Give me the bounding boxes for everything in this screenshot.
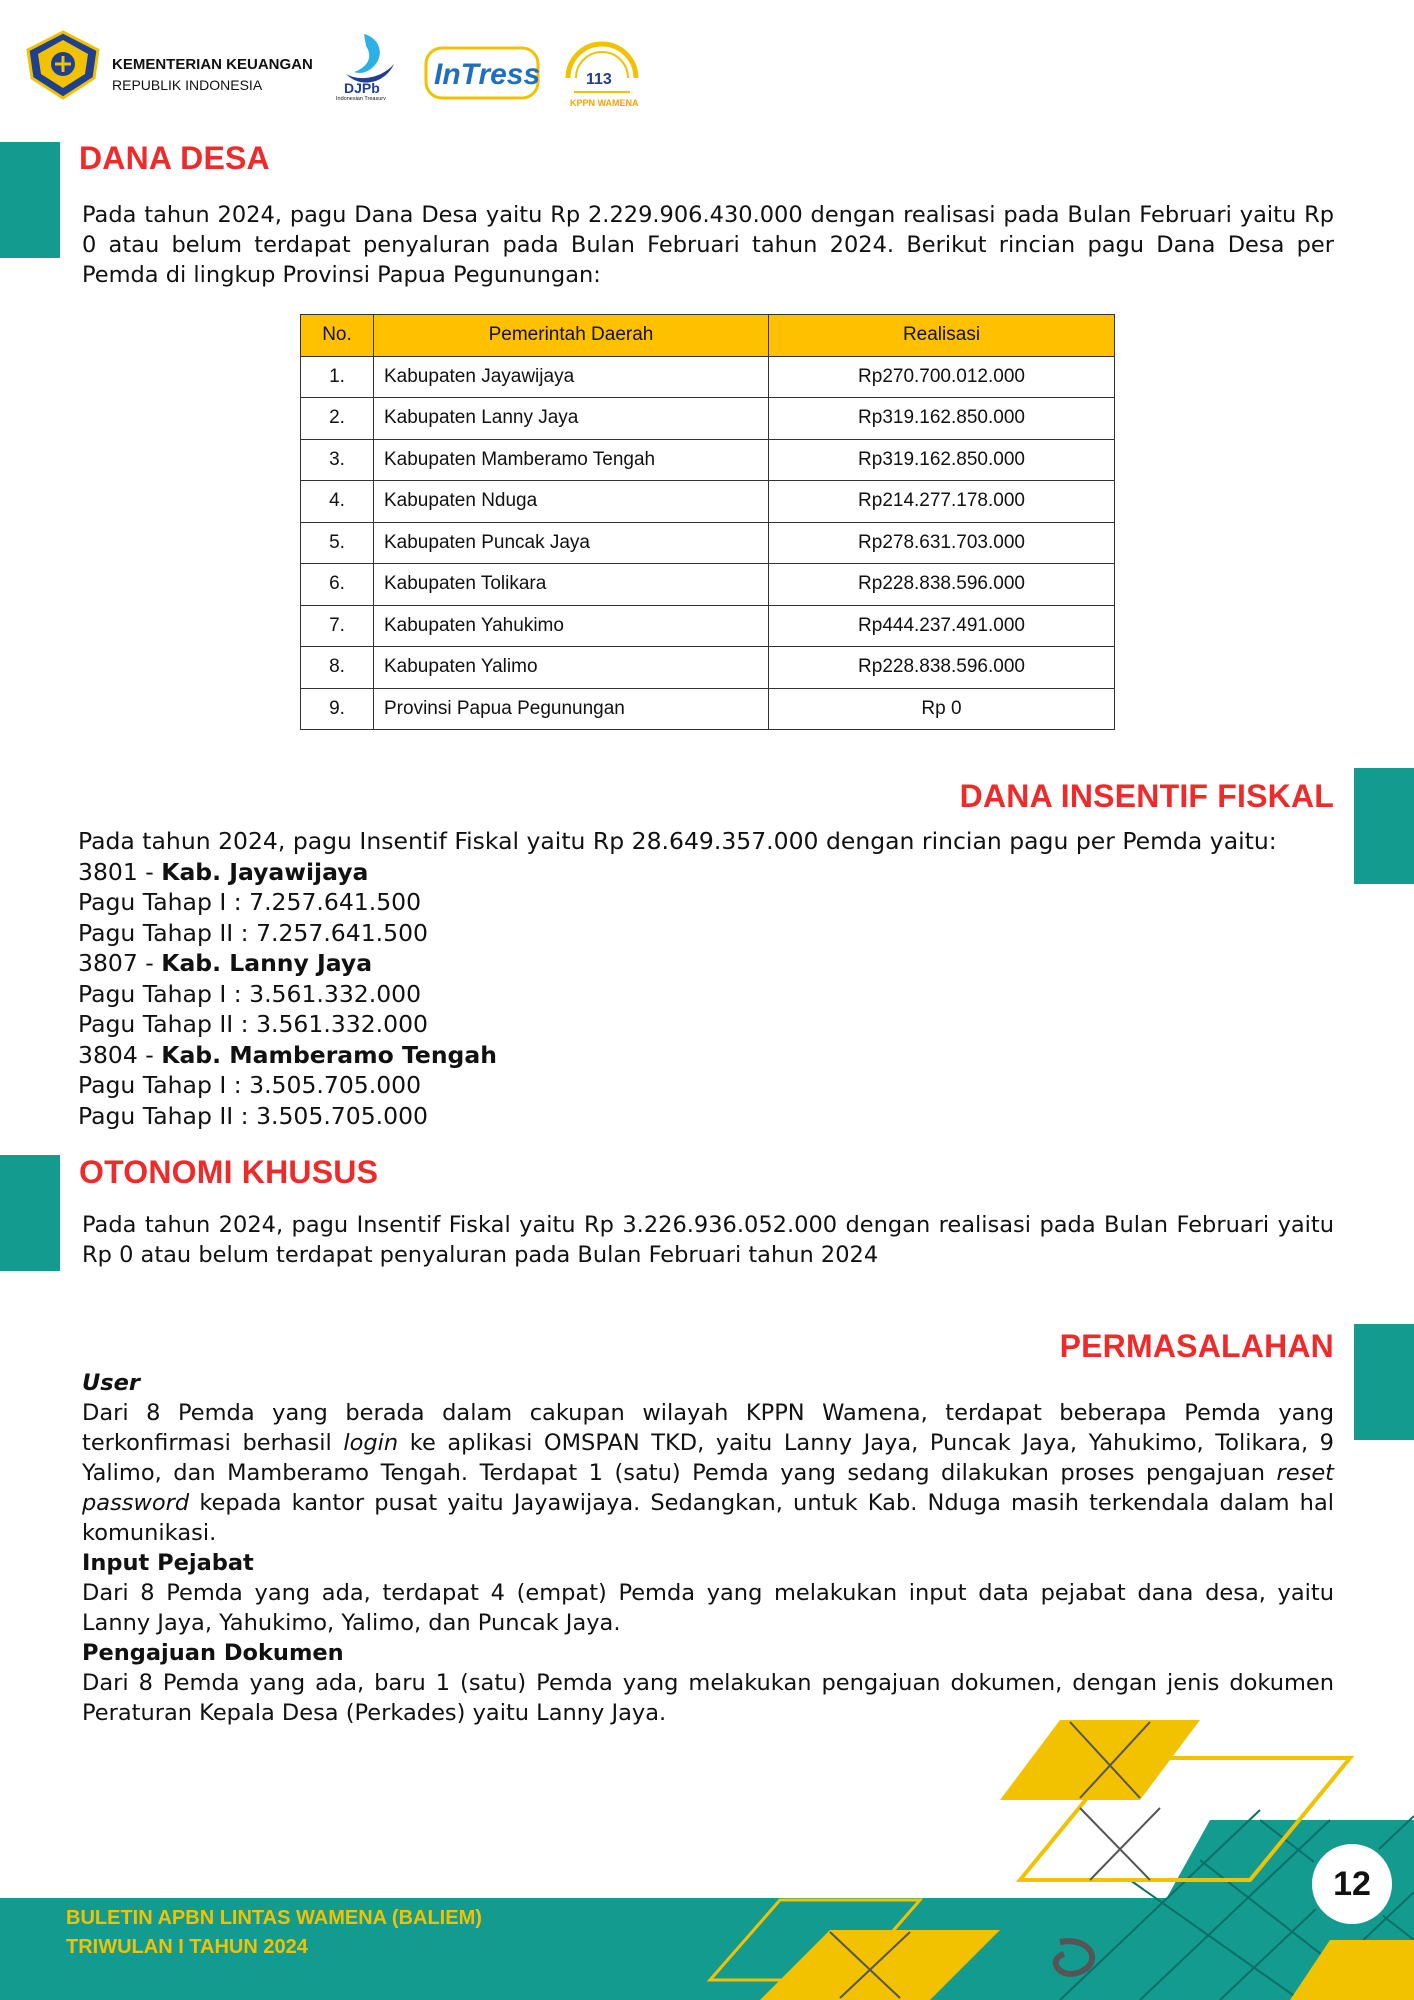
table-cell-no: 3. [301, 439, 374, 481]
insentif-tahap2: Pagu Tahap II : 7.257.641.500 [78, 918, 428, 947]
insentif-tahap2: Pagu Tahap II : 3.561.332.000 [78, 1010, 428, 1038]
table-row [301, 439, 1115, 481]
dana-desa-table [300, 314, 1115, 730]
table-cell-daerah: Kabupaten Yahukimo [374, 605, 769, 647]
section-tab-dana-insentif [1354, 768, 1414, 884]
section-tab-permasalahan [1354, 1324, 1414, 1440]
table-cell-no: 8. [301, 647, 374, 689]
table-row [301, 356, 1115, 398]
table-cell-daerah: Kabupaten Mamberamo Tengah [374, 439, 769, 481]
insentif-code: 3807 - [78, 949, 162, 977]
section-tab-otonomi [0, 1155, 60, 1271]
insentif-code: 3804 - [78, 1040, 162, 1069]
pengajuan-dokumen-heading: Pengajuan Dokumen [82, 1640, 344, 1666]
table-cell-daerah: Provinsi Papua Pegunungan [374, 688, 769, 730]
pengajuan-dokumen-paragraph: Dari 8 Pemda yang ada, baru 1 (satu) Pemda yang melakukan pengajuan dokumen, dengan jenis dokumen Peraturan Kepala Desa (Perkades) yaitu Lanny Jaya. [82, 1670, 1334, 1726]
djpb-logo-sublabel: Indonesian Treasury [336, 96, 386, 100]
otonomi-khusus-paragraph: Pada tahun 2024, pagu Insentif Fiskal yaitu Rp 3.226.936.052.000 dengan realisasi pada Bulan Februari yaitu Rp 0 atau belum terdapat penyaluran pada Bulan Februari tahun 2024 [82, 1212, 1334, 1268]
table-cell-no: 2. [301, 398, 374, 440]
insentif-kab-name: Kab. Lanny Jaya [161, 949, 373, 977]
table-cell-realisasi: Rp 0 [769, 688, 1115, 730]
table-cell-realisasi: Rp214.277.178.000 [769, 481, 1115, 523]
input-pejabat-heading: Input Pejabat [82, 1550, 254, 1576]
dana-desa-title: DANA DESA [79, 140, 270, 176]
page-number: 12 [1308, 1840, 1396, 1928]
table-header-row [301, 315, 1115, 357]
footer-line1: BULETIN APBN LINTAS WAMENA (BALIEM) [66, 1907, 482, 1929]
kppn-113-label: KPPN WAMENA [570, 98, 639, 108]
table-cell-daerah: Kabupaten Jayawijaya [374, 356, 769, 398]
dana-insentif-title: DANA INSENTIF FISKAL [959, 778, 1334, 814]
table-cell-daerah: Kabupaten Tolikara [374, 564, 769, 606]
insentif-tahap1: Pagu Tahap I : 3.505.705.000 [78, 1071, 422, 1099]
insentif-tahap2: Pagu Tahap II : 3.505.705.000 [78, 1101, 428, 1130]
table-cell-no: 4. [301, 481, 374, 523]
table-row [301, 398, 1115, 440]
user-text-reset: reset password [82, 1460, 1334, 1516]
insentif-tahap1: Pagu Tahap I : 3.561.332.000 [78, 979, 422, 1008]
table-cell-no: 5. [301, 522, 374, 564]
table-cell-daerah: Kabupaten Lanny Jaya [374, 398, 769, 440]
ministry-line1: KEMENTERIAN KEUANGAN [112, 56, 313, 73]
table-cell-realisasi: Rp319.162.850.000 [769, 439, 1115, 481]
table-cell-realisasi: Rp278.631.703.000 [769, 522, 1115, 564]
table-cell-no: 7. [301, 605, 374, 647]
kemenkeu-emblem-icon [24, 30, 102, 100]
table-cell-no: 6. [301, 564, 374, 606]
table-header-realisasi: Realisasi [769, 315, 1115, 357]
table-row [301, 688, 1115, 730]
intress-logo-label: InTress [434, 58, 540, 91]
table-header-daerah: Pemerintah Daerah [374, 315, 769, 357]
footer-line2: TRIWULAN I TAHUN 2024 [66, 1936, 308, 1958]
table-cell-realisasi: Rp270.700.012.000 [769, 356, 1115, 398]
permasalahan-title: PERMASALAHAN [1059, 1328, 1334, 1364]
insentif-kab-name: Kab. Mamberamo Tengah [161, 1040, 497, 1069]
permasalahan-body [82, 1368, 1334, 1728]
table-row [301, 564, 1115, 606]
insentif-tahap1: Pagu Tahap I : 7.257.641.500 [78, 888, 422, 916]
table-row [301, 647, 1115, 689]
table-row [301, 522, 1115, 564]
user-paragraph [82, 1398, 1334, 1548]
dana-insentif-intro: Pada tahun 2024, pagu Insentif Fiskal yaitu Rp 28.649.357.000 dengan rincian pagu per Pemda yaitu: [78, 827, 1277, 855]
dana-desa-paragraph: Pada tahun 2024, pagu Dana Desa yaitu Rp 2.229.906.430.000 dengan realisasi pada Bulan Februari yaitu Rp 0 atau belum terdapat penyaluran pada Bulan Februari tahun 2024. Berikut rincian pagu Dana Desa per Pemda di lingkup Provinsi Papua Pegunungan: [82, 202, 1334, 288]
otonomi-khusus-title: OTONOMI KHUSUS [79, 1154, 379, 1190]
user-text-login: login [343, 1430, 399, 1456]
insentif-code: 3801 - [78, 857, 162, 886]
table-cell-realisasi: Rp444.237.491.000 [769, 605, 1115, 647]
table-cell-no: 9. [301, 688, 374, 730]
table-cell-realisasi: Rp319.162.850.000 [769, 398, 1115, 440]
kppn-113-number: 113 [586, 71, 612, 88]
insentif-entry [78, 948, 1358, 979]
table-cell-no: 1. [301, 356, 374, 398]
user-text-2: ke aplikasi OMSPAN TKD, yaitu Lanny Jaya, Puncak Jaya, Yahukimo, Tolikara, 9 Yalimo, dan Mamberamo Tengah. Terdapat 1 (satu) Pemda yang sedang dilakukan proses pengajuan [82, 1430, 1334, 1486]
table-cell-realisasi: Rp228.838.596.000 [769, 647, 1115, 689]
table-cell-daerah: Kabupaten Yalimo [374, 647, 769, 689]
ministry-line2: REPUBLIK INDONESIA [112, 77, 263, 93]
footer-title [66, 1904, 482, 1962]
intress-logo-icon [424, 46, 540, 100]
user-text-1: Dari 8 Pemda yang berada dalam cakupan wilayah KPPN Wamena, terdapat beberapa Pemda yang terkonfirmasi berhasil [82, 1400, 1334, 1456]
table-cell-daerah: Kabupaten Nduga [374, 481, 769, 523]
table-cell-daerah: Kabupaten Puncak Jaya [374, 522, 769, 564]
table-cell-realisasi: Rp228.838.596.000 [769, 564, 1115, 606]
djpb-logo-label: DJPb [344, 80, 380, 96]
table-row [301, 481, 1115, 523]
input-pejabat-paragraph: Dari 8 Pemda yang ada, terdapat 4 (empat) Pemda yang melakukan input data pejabat dana desa, yaitu Lanny Jaya, Yahukimo, Yalimo, dan Puncak Jaya. [82, 1580, 1334, 1636]
table-header-no: No. [301, 315, 374, 357]
ministry-name [112, 55, 313, 95]
djpb-logo-icon [336, 30, 406, 100]
user-heading: User [82, 1370, 141, 1396]
insentif-kab-name: Kab. Jayawijaya [161, 857, 369, 886]
section-tab-dana-desa [0, 142, 60, 258]
dana-insentif-body [78, 826, 1358, 1131]
insentif-entry [78, 1040, 1358, 1071]
user-text-3: kepada kantor pusat yaitu Jayawijaya. Sedangkan, untuk Kab. Nduga masih terkendala dalam hal komunikasi. [82, 1490, 1334, 1546]
table-row [301, 605, 1115, 647]
insentif-entry [78, 857, 1358, 888]
kppn-113-logo-icon [560, 34, 644, 114]
